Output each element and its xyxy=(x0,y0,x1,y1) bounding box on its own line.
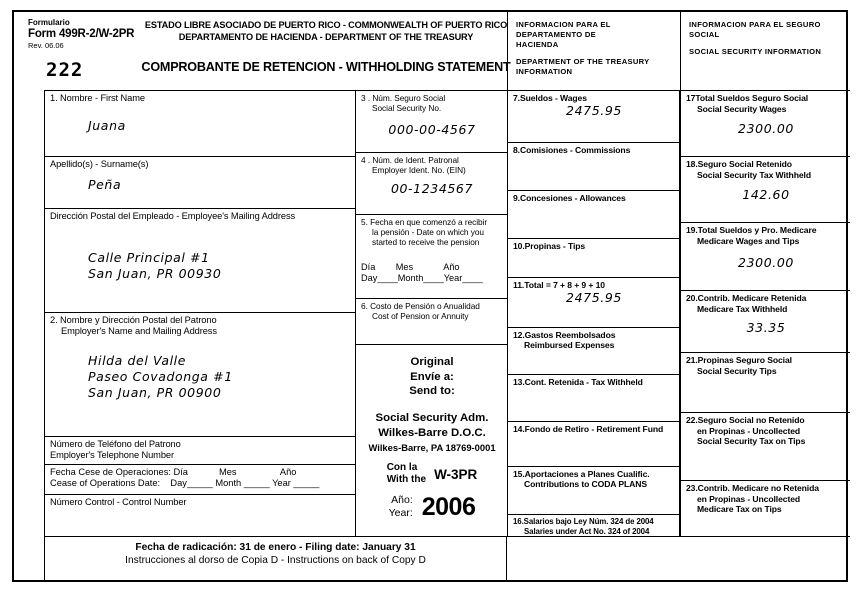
employee-address-label: Dirección Postal del Empleado - Employee's Mailing Address xyxy=(50,211,296,221)
ssn-label-line1: 3 . Núm. Seguro Social xyxy=(361,93,446,103)
field-20-label xyxy=(686,293,846,304)
instructions-text: Instrucciones al dorso de Copia D - Instructions on back of Copy D xyxy=(125,555,426,566)
field-7-wages[interactable] xyxy=(508,91,679,143)
agency-name: Social Security Adm. xyxy=(375,411,489,424)
field-16-act-324-salaries[interactable] xyxy=(508,515,679,537)
field-8-text: Comisiones - Commissions xyxy=(519,145,631,155)
filing-instructions-footer xyxy=(44,536,507,580)
ano-label: Año: xyxy=(391,494,413,506)
field-8-commissions[interactable] xyxy=(508,143,679,191)
field-7-value: 2475.95 xyxy=(566,103,622,119)
year-labels xyxy=(389,494,413,520)
field-20-label-line2: Medicare Tax Withheld xyxy=(697,303,788,314)
surname-value: Peña xyxy=(88,177,122,193)
ssa-header-line1: INFORMACION PARA EL SEGURO SOCIAL xyxy=(689,20,821,39)
field-employer-name-address[interactable] xyxy=(45,313,355,437)
commonwealth-line: ESTADO LIBRE ASOCIADO DE PUERTO RICO - COMMONWEALTH OF PUERTO RICO xyxy=(144,20,508,30)
field-cease-of-operations-date[interactable] xyxy=(45,465,355,495)
field-12-reimbursed-expenses[interactable] xyxy=(508,328,679,375)
field-21-label-line2: Social Security Tips xyxy=(697,365,777,376)
page-title: COMPROBANTE DE RETENCION - WITHHOLDING STATEMENT xyxy=(141,60,511,74)
field-22-uncollected-social-security-tax-on-tips[interactable] xyxy=(681,413,850,481)
field-17-social-security-wages[interactable] xyxy=(681,91,850,157)
field-17-label xyxy=(686,93,846,104)
field-18-label xyxy=(686,159,846,170)
field-12-text: Gastos Reembolsados xyxy=(524,330,616,340)
field-pension-cost[interactable] xyxy=(356,299,507,345)
form-revision: Rev. 06.06 xyxy=(28,41,64,50)
field-22-label xyxy=(686,415,846,426)
field-23-label xyxy=(686,483,846,494)
field-17-label-line2: Social Security Wages xyxy=(697,103,787,114)
field-11-text: Total = 7 + 8 + 9 + 10 xyxy=(524,280,605,290)
field-21-social-security-tips[interactable] xyxy=(681,353,850,413)
pension-cost-label-line1: 6. Costo de Pensión o Anualidad xyxy=(361,301,480,311)
form-masthead xyxy=(14,12,846,90)
form-identification-block xyxy=(28,18,138,51)
field-19-text: Total Sueldos y Pro. Medicare xyxy=(697,225,817,235)
cease-label-line1: Fecha Cese de Operaciones: Día Mes Año xyxy=(50,467,297,477)
con-la-label: Con la xyxy=(386,461,418,473)
employer-phone-label-line2: Employer's Telephone Number xyxy=(50,450,174,461)
field-13-number: 13. xyxy=(513,377,525,387)
field-23-label-line3: Medicare Tax on Tips xyxy=(697,504,782,515)
form-control-code: 222 xyxy=(46,59,84,81)
field-22-number: 22. xyxy=(686,415,698,425)
field-12-label xyxy=(513,330,675,340)
surname-label: Apellido(s) - Surname(s) xyxy=(50,159,149,169)
field-18-value: 142.60 xyxy=(742,187,790,203)
cease-label-line2: Cease of Operations Date: Day_____ Month _____ Year _____ xyxy=(50,478,320,489)
send-to-block xyxy=(356,345,507,537)
field-15-coda-plans[interactable] xyxy=(508,467,679,515)
field-13-tax-withheld[interactable] xyxy=(508,375,679,422)
field-first-name[interactable] xyxy=(45,91,355,157)
field-11-total[interactable] xyxy=(508,278,679,328)
field-16-label xyxy=(513,517,675,527)
field-20-text: Contrib. Medicare Retenida xyxy=(697,293,807,303)
form-number: Form 499R-2/W-2PR xyxy=(28,28,135,40)
withholding-statement-form xyxy=(12,10,848,582)
identification-column xyxy=(355,90,507,536)
field-13-text: Cont. Retenida - Tax Withheld xyxy=(524,377,643,387)
field-11-number: 11. xyxy=(513,280,525,290)
field-7-number: 7. xyxy=(513,93,520,103)
footer-right-spacer xyxy=(507,536,850,580)
treasury-header-line3: DEPARTMENT OF THE TREASURY INFORMATION xyxy=(516,57,650,76)
pension-dmy-label-line2: Day____Month____Year____ xyxy=(361,272,483,283)
field-21-number: 21. xyxy=(686,355,698,365)
field-9-text: Concesiones - Allowances xyxy=(519,193,626,203)
field-15-number: 15. xyxy=(513,469,525,479)
pension-date-label-line2: la pensión - Date on which you xyxy=(372,227,484,238)
field-16-number: 16. xyxy=(513,517,524,526)
employer-value-line2: Paseo Covadonga #1 xyxy=(88,369,233,385)
field-15-label-line2: Contributions to CODA PLANS xyxy=(524,479,648,490)
filing-date-text: Fecha de radicación: 31 de enero - Filing date: January 31 xyxy=(135,542,416,553)
with-the-form-row xyxy=(361,462,503,487)
treasury-header-line2: HACIENDA xyxy=(516,40,559,49)
first-name-label: 1. Nombre - First Name xyxy=(50,93,145,103)
send-to-label: Send to: xyxy=(409,385,455,397)
field-9-allowances[interactable] xyxy=(508,191,679,239)
ssn-value: 000-00-4567 xyxy=(388,122,476,138)
original-label: Original xyxy=(410,356,454,368)
field-23-label-line2: en Propinas - Uncollected xyxy=(697,493,801,504)
field-surname[interactable] xyxy=(45,157,355,209)
field-pension-start-date[interactable] xyxy=(356,215,507,299)
field-19-label xyxy=(686,225,846,236)
field-22-text: Seguro Social no Retenido xyxy=(697,415,805,425)
field-20-medicare-tax-withheld[interactable] xyxy=(681,291,850,353)
employee-employer-column xyxy=(44,90,355,536)
treasury-info-header xyxy=(507,12,680,90)
field-control-number[interactable] xyxy=(45,495,355,537)
field-11-label xyxy=(513,280,675,290)
ein-label-line2: Employer Ident. No. (EIN) xyxy=(372,165,466,176)
field-9-number: 9. xyxy=(513,193,520,203)
field-13-label xyxy=(513,377,675,387)
w3pr-form-reference: W-3PR xyxy=(434,466,478,482)
field-21-label xyxy=(686,355,846,366)
government-heading xyxy=(138,19,514,43)
pension-cost-label-line2: Cost of Pension or Annuity xyxy=(372,311,469,322)
employer-phone-label-line1: Número de Teléfono del Patrono xyxy=(50,439,181,449)
field-18-number: 18. xyxy=(686,159,698,169)
treasury-header-line1: INFORMACION PARA EL DEPARTAMENTO DE xyxy=(516,20,611,39)
field-18-text: Seguro Social Retenido xyxy=(697,159,792,169)
social-security-fields-column xyxy=(680,90,850,536)
ssn-label-line2: Social Security No. xyxy=(372,103,442,114)
first-name-value: Juana xyxy=(88,118,126,134)
department-line: DEPARTAMENTO DE HACIENDA - DEPARTMENT OF THE TREASURY xyxy=(178,32,474,42)
employee-address-line1: Calle Principal #1 xyxy=(88,250,210,266)
field-10-label xyxy=(513,241,675,251)
field-16-text: Salarios bajo Ley Núm. 324 de 2004 xyxy=(523,517,654,526)
field-10-tips[interactable] xyxy=(508,239,679,278)
year-label: Year: xyxy=(388,507,413,519)
formulario-label: Formulario xyxy=(28,18,70,27)
field-7-label xyxy=(513,93,675,103)
field-17-value: 2300.00 xyxy=(738,121,794,137)
field-19-medicare-wages-and-tips[interactable] xyxy=(681,223,850,291)
ein-label-line1: 4 . Núm. de Ident. Patronal xyxy=(361,155,459,165)
pension-dmy-label-line1: Día Mes Año xyxy=(361,261,460,272)
employee-address-line2: San Juan, PR 00930 xyxy=(88,266,222,282)
field-15-text: Aportaciones a Planes Cualific. xyxy=(524,469,650,479)
agency-office: Wilkes-Barre D.O.C. xyxy=(378,426,486,439)
field-20-value: 33.35 xyxy=(746,320,786,336)
field-8-label xyxy=(513,145,675,155)
field-15-label xyxy=(513,469,675,479)
social-security-info-header xyxy=(680,12,850,90)
con-la-with-the-labels xyxy=(387,462,426,487)
field-employer-phone[interactable] xyxy=(45,437,355,465)
agency-address: Wilkes-Barre, PA 18769-0001 xyxy=(368,441,496,453)
field-employee-address[interactable] xyxy=(45,209,355,313)
field-10-text: Propinas - Tips xyxy=(524,241,586,251)
pension-date-label-line1: 5. Fecha en que comenzó a recibir xyxy=(361,217,488,227)
field-19-number: 19. xyxy=(686,225,698,235)
field-8-number: 8. xyxy=(513,145,520,155)
ssa-header-line2: SOCIAL SECURITY INFORMATION xyxy=(689,47,822,56)
employer-value-line3: San Juan, PR 00900 xyxy=(88,385,222,401)
ein-value: 00-1234567 xyxy=(390,181,474,197)
field-18-social-security-tax-withheld[interactable] xyxy=(681,157,850,223)
treasury-fields-column xyxy=(507,90,680,536)
field-23-number: 23. xyxy=(686,483,698,493)
field-19-value: 2300.00 xyxy=(738,255,794,271)
with-the-label: With the xyxy=(386,474,427,485)
field-19-label-line2: Medicare Wages and Tips xyxy=(697,235,800,246)
year-row xyxy=(361,493,503,522)
field-17-number: 17 xyxy=(686,93,696,103)
employer-label-line2: Employer's Name and Mailing Address xyxy=(61,326,217,337)
field-14-retirement-fund[interactable] xyxy=(508,422,679,467)
field-social-security-number[interactable] xyxy=(356,91,507,153)
field-employer-identification-number[interactable] xyxy=(356,153,507,215)
envie-a-label: Envíe a: xyxy=(410,370,454,383)
field-14-text: Fondo de Retiro - Retirement Fund xyxy=(524,424,664,434)
field-11-value: 2475.95 xyxy=(566,290,622,306)
field-17-text: Total Sueldos Seguro Social xyxy=(695,93,809,103)
field-10-number: 10. xyxy=(513,241,525,251)
field-14-number: 14. xyxy=(513,424,525,434)
field-23-text: Contrib. Medicare no Retenida xyxy=(697,483,819,493)
field-23-uncollected-medicare-tax-on-tips[interactable] xyxy=(681,481,850,537)
field-16-label-line2: Salaries under Act No. 324 of 2004 xyxy=(524,526,650,536)
field-22-label-line3: Social Security Tax on Tips xyxy=(697,436,806,447)
employer-value-line1: Hilda del Valle xyxy=(88,353,187,369)
field-22-label-line2: en Propinas - Uncollected xyxy=(697,425,801,436)
field-12-label-line2: Reimbursed Expenses xyxy=(524,340,615,351)
field-7-text: Sueldos - Wages xyxy=(519,93,587,103)
field-21-text: Propinas Seguro Social xyxy=(697,355,792,365)
field-14-label xyxy=(513,424,675,434)
control-number-label: Número Control - Control Number xyxy=(50,497,187,507)
field-12-number: 12. xyxy=(513,330,525,340)
field-9-label xyxy=(513,193,675,203)
employer-label-line1: 2. Nombre y Dirección Postal del Patrono xyxy=(50,315,217,325)
tax-year-value: 2006 xyxy=(421,492,476,521)
field-18-label-line2: Social Security Tax Withheld xyxy=(697,169,811,180)
field-20-number: 20. xyxy=(686,293,698,303)
pension-date-label-line3: started to receive the pension xyxy=(372,237,480,248)
